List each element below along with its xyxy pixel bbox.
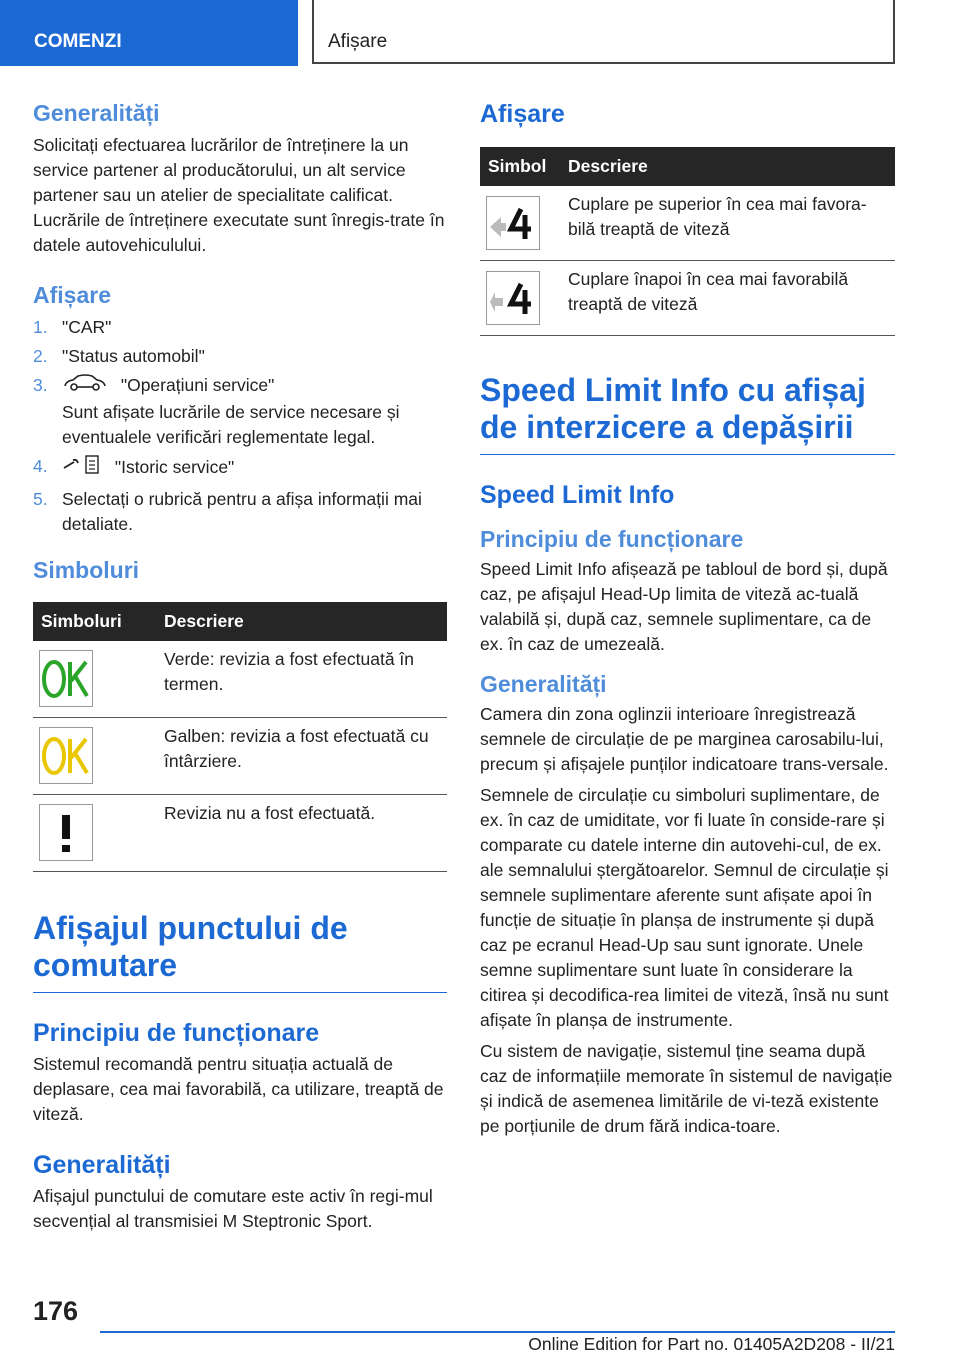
service-history-icon (62, 454, 102, 483)
step-text: "Operațiuni service" (120, 375, 275, 396)
page-header (0, 0, 960, 66)
principle-text: Speed Limit Info afișează pe tabloul de bord și, după caz, pe afișajul Head-Up limita de viteză ac-tuală valabilă și, după caz, semnele suplimentare, ca de ex. în caz de umezeală. (480, 559, 888, 654)
table-row (480, 261, 895, 336)
display-heading: Afișare (33, 282, 111, 308)
step-text: "Status automobil" (62, 346, 205, 366)
general-heading: Generalități (33, 100, 160, 126)
general-paragraph: Semnele de circulație cu simboluri suplimentare, de ex. în caz de umiditate, vor fi luate în conside-rare și comparate cu datele interne din autovehi-cul, de ex. ale semnalului ștergătoarelor. Semnul de circulație și semnele suplimentare aferente sunt afișate apoi în funcție de situație în planșa de instrumente și după caz pe ecranul Head-Up sau sunt ignorate. Unele semne suplimentare sunt luate în considerare la citirea și decodifica-rea limitei de viteză, însă nu sunt afișate în planșa de instrumente. (480, 785, 889, 1030)
step-number: 1. (33, 317, 48, 337)
step-text: Selectați o rubrică pentru a afișa informații mai detaliate. (62, 489, 422, 534)
table-header-row (480, 147, 895, 186)
general-paragraph: Cu sistem de navigație, sistemul ține seama după caz de informațiile memorate în sistemul de navigație și indică de asemenea limitările de vi-teză existente pe porțiunile de drum fără indica-toare. (480, 1041, 893, 1136)
step-subtext: Sunt afișate lucrările de service necesare și eventualele verificări reglementate legal. (62, 402, 400, 447)
right-display-heading: Afișare (480, 100, 565, 128)
shift-principle-heading: Principiu de funcționare (33, 1019, 320, 1047)
chapter-tab[interactable]: COMENZI (0, 0, 298, 66)
column-header: Simboluri (33, 602, 156, 641)
speed-limit-heading: Speed Limit Info cu afișaj de interzicere a depășirii (480, 372, 895, 455)
table-row (33, 641, 447, 718)
table-row (33, 795, 447, 872)
column-header: Descriere (156, 602, 447, 641)
general-text: Solicitați efectuarea lucrărilor de întreținere la un service partener al producătorului, un alt service partener sau un atelier de specialitate calificat. Lucrările de întreținere executate sunt înregis-trate în datele autovehiculului. (33, 135, 445, 255)
list-item (33, 315, 447, 340)
right-column (480, 100, 895, 1139)
table-header-row (33, 602, 447, 641)
symbol-cell (33, 718, 156, 795)
description-cell: Cuplare pe superior în cea mai favora-bilă treaptă de viteză (560, 186, 895, 261)
symbol-cell (33, 795, 156, 872)
step-number: 2. (33, 346, 48, 366)
shift-general-heading: Generalități (33, 1151, 171, 1179)
list-item (33, 487, 447, 537)
principle-heading: Principiu de funcționare (480, 526, 744, 552)
list-item (33, 373, 447, 450)
steps-list (33, 315, 447, 537)
symbols-table (33, 602, 447, 872)
symbol-cell (480, 261, 560, 336)
description-cell: Verde: revizia a fost efectuată în termen. (156, 641, 447, 718)
description-cell: Galben: revizia a fost efectuată cu întârziere. (156, 718, 447, 795)
gear-table (480, 147, 895, 336)
symbol-cell (33, 641, 156, 718)
step-number: 5. (33, 489, 48, 509)
step-text: "CAR" (62, 317, 112, 337)
section-title: Afișare (312, 0, 895, 64)
shift-general-text: Afișajul punctului de comutare este activ în regi-mul secvențial al transmisiei M Steptronic Sport. (33, 1186, 433, 1231)
step-text: "Istoric service" (114, 457, 235, 478)
general-paragraph: Camera din zona oglinzii interioare înregistrează semnele de circulație de pe marginea carosabilu-lui, precum și afișajele punților indicatoare trans-versale. (480, 704, 889, 774)
description-cell: Revizia nu a fost efectuată. (156, 795, 447, 872)
page-number: 176 (33, 1296, 79, 1326)
speed-limit-subheading: Speed Limit Info (480, 481, 675, 509)
ok-green-icon (39, 650, 93, 707)
car-service-icon (62, 373, 108, 400)
shift-heading: Afișajul punctului de comutare (33, 910, 447, 993)
gear-up-icon (486, 196, 540, 250)
description-cell: Cuplare înapoi în cea mai favorabilă treaptă de viteză (560, 261, 895, 336)
table-row (33, 718, 447, 795)
list-item (33, 454, 447, 483)
left-column (33, 100, 447, 1234)
shift-principle-text: Sistemul recomandă pentru situația actuală de deplasare, cea mai favorabilă, ca utilizare, treaptă de viteză. (33, 1054, 444, 1124)
step-number: 3. (33, 375, 48, 395)
ok-yellow-icon (39, 727, 93, 784)
symbols-heading: Simboluri (33, 557, 140, 583)
edition-footer: Online Edition for Part no. 01405A2D208 - II/21 (528, 1334, 895, 1354)
right-general-heading: Generalități (480, 671, 607, 697)
list-item (33, 344, 447, 369)
table-row (480, 186, 895, 261)
column-header: Simbol (480, 147, 560, 186)
column-header: Descriere (560, 147, 895, 186)
exclamation-icon (39, 804, 93, 861)
step-number: 4. (33, 456, 48, 476)
footer-divider (100, 1331, 895, 1333)
gear-down-icon (486, 271, 540, 325)
symbol-cell (480, 186, 560, 261)
